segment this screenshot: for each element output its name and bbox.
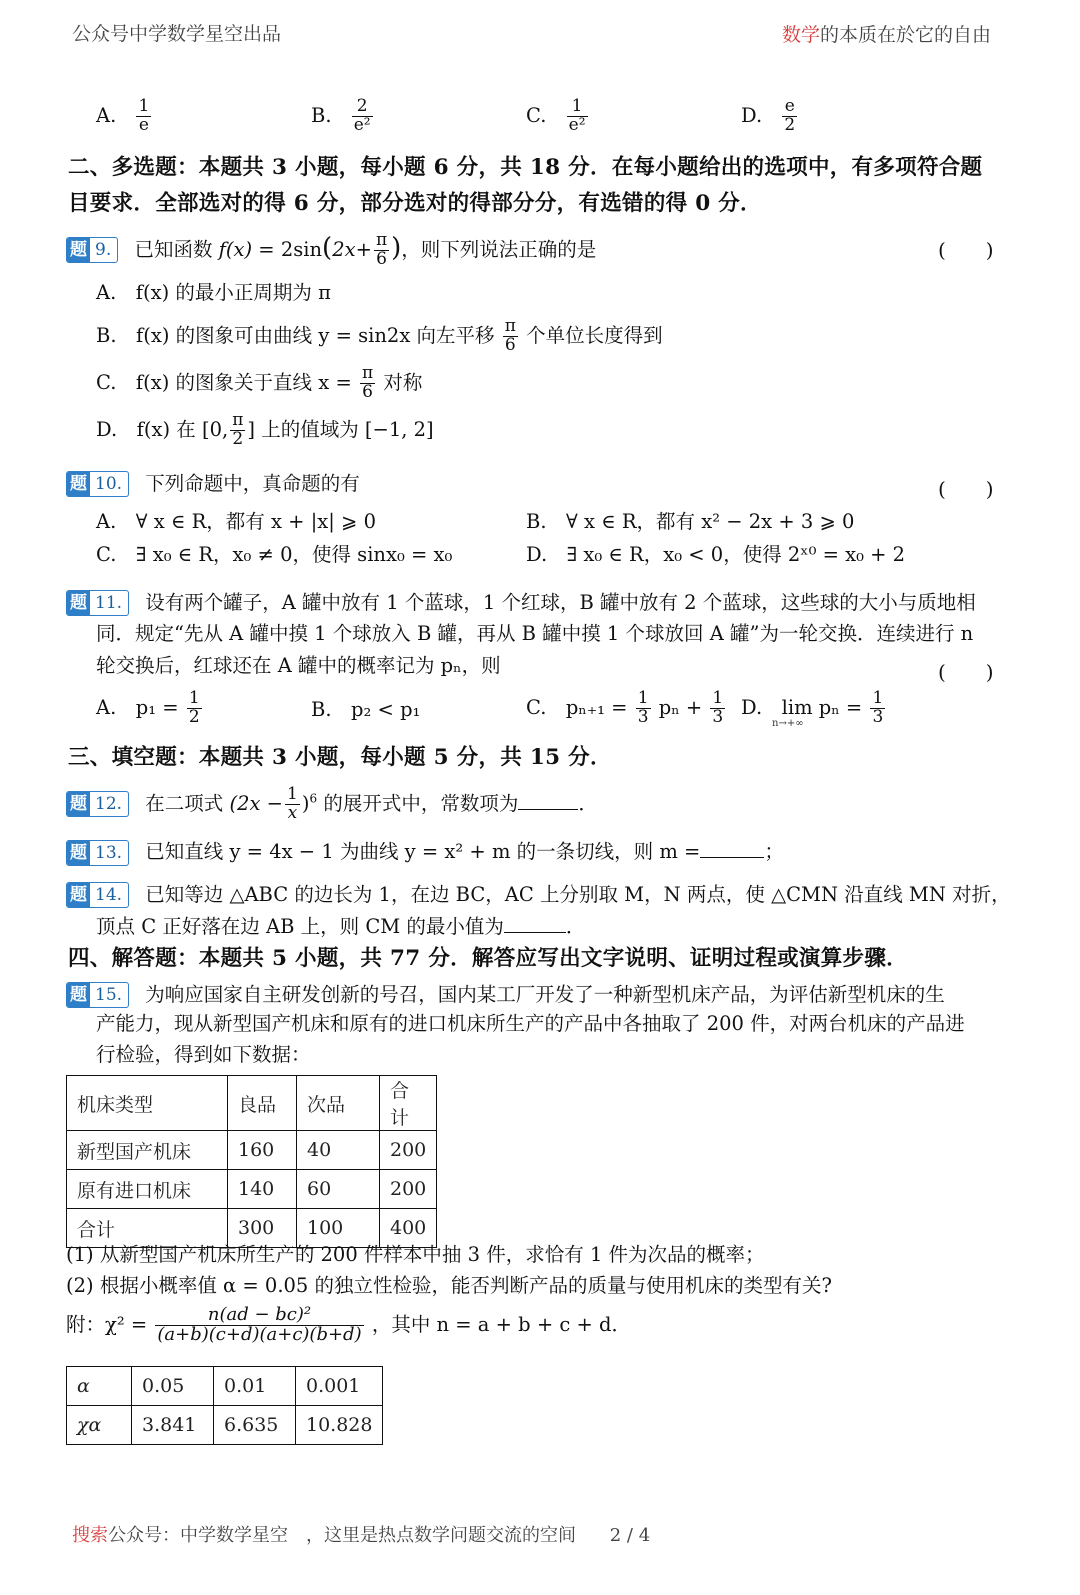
fraction-num: 1 — [188, 688, 200, 708]
q9-stem-pre: 已知函数 — [134, 237, 213, 261]
fraction-den: 6 — [376, 248, 387, 269]
q11-answer-paren: ( ) — [938, 660, 994, 684]
question-tag — [66, 840, 129, 866]
data-table — [66, 1075, 437, 1248]
q14-line1 — [66, 882, 1011, 908]
fraction — [567, 98, 588, 135]
tag-prefix: 题 — [67, 591, 90, 615]
table-header-cell: 良品 — [228, 1076, 297, 1131]
fraction — [710, 690, 725, 727]
critical-value-table — [66, 1366, 383, 1445]
table-cell: 300 — [228, 1209, 297, 1248]
table-header-cell: 机床类型 — [67, 1076, 228, 1131]
table-cell: 160 — [228, 1131, 297, 1170]
option-label: B. — [311, 103, 332, 127]
tag-prefix: 题 — [67, 983, 90, 1007]
header-left: 公众号中学数学星空出品 — [72, 23, 282, 45]
q14-end: ． — [565, 915, 586, 938]
fraction-den: e — [138, 114, 149, 135]
table-cell: 60 — [297, 1170, 380, 1209]
q12-power: 6 — [309, 791, 318, 806]
table-cell: 合计 — [67, 1209, 228, 1248]
q10-answer-paren: ( ) — [938, 477, 994, 501]
fraction — [136, 98, 151, 135]
header-right — [782, 20, 991, 47]
fraction — [503, 318, 518, 355]
answer-blank[interactable] — [700, 839, 764, 858]
q11-option-c-pre: C. pₙ₊₁ = — [526, 695, 628, 719]
fraction-num: n(ad − bc)² — [155, 1306, 363, 1326]
table-cell: 新型国产机床 — [67, 1131, 228, 1170]
q11-option-c — [526, 690, 727, 727]
fraction — [187, 690, 202, 727]
tag-prefix: 题 — [67, 238, 90, 262]
q11-option-a-pre: A. p₁ = — [96, 695, 179, 719]
q9-fx: f(x) — [218, 237, 253, 261]
question-tag — [66, 791, 129, 817]
q11-option-d — [741, 690, 887, 727]
q9-option-b-post: 个单位长度得到 — [526, 323, 663, 347]
table-row — [67, 1209, 437, 1248]
table-cell: 原有进口机床 — [67, 1170, 228, 1209]
tag-number: 11. — [95, 593, 123, 613]
fraction-num: 1 — [287, 784, 298, 804]
table-cell: 0.01 — [214, 1367, 296, 1406]
q15-part1: (1) 从新型国产机床所生产的 200 件样本中抽 3 件，求恰有 1 件为次品的概率； — [66, 1243, 765, 1266]
q15-line2: 产能力，现从新型国产机床和原有的进口机床所生产的产品中各抽取了 200 件，对两台机床的产品进 — [96, 1012, 965, 1035]
q9-interval-close: ] — [247, 417, 255, 441]
q9-option-b — [96, 318, 663, 355]
section2-line1: 二、多选题：本题共 3 小题，每小题 6 分，共 18 分．在每小题给出的选项中，有多项符合题 — [68, 155, 983, 180]
q11-option-a — [96, 690, 204, 727]
table-header-cell: 次品 — [297, 1076, 380, 1131]
fraction-den: 2 — [188, 706, 200, 727]
question-tag — [66, 982, 129, 1008]
table-cell: α — [67, 1367, 132, 1406]
q12-end: ． — [578, 791, 598, 815]
q11-option-c-mid: pₙ + — [658, 695, 703, 719]
tag-prefix: 题 — [67, 472, 90, 496]
q14-line1-text: 已知等边 △ABC 的边长为 1，在边 BC，AC 上分别取 M，N 两点，使 △CMN 沿直线 MN 对折， — [145, 882, 1011, 906]
table-row — [67, 1170, 437, 1209]
fraction-num: 1 — [872, 688, 884, 708]
fraction-den: e² — [568, 114, 586, 135]
section3-title: 三、填空题：本题共 3 小题，每小题 5 分，共 15 分． — [68, 745, 612, 770]
table-cell: 6.635 — [214, 1406, 296, 1445]
table-row — [67, 1406, 383, 1445]
q11-option-b: B. p₂ < p₁ — [311, 698, 421, 721]
fraction-den: 6 — [504, 334, 516, 355]
fraction-den: e² — [353, 114, 371, 135]
fraction-den: x — [287, 802, 298, 823]
table-cell: 200 — [380, 1170, 437, 1209]
tag-prefix: 题 — [67, 883, 90, 907]
q9-interval-open: [0, — [201, 417, 229, 441]
table-cell: 10.828 — [296, 1406, 383, 1445]
q14-line2 — [96, 914, 585, 937]
answer-blank[interactable] — [518, 791, 578, 810]
table-cell: 200 — [380, 1131, 437, 1170]
tag-prefix: 题 — [67, 792, 90, 816]
q9-option-d-post: 上的值域为 [−1, 2] — [261, 417, 434, 441]
q9-answer-paren: ( ) — [938, 238, 994, 262]
q10-option-d: D. ∃ x₀ ∈ R，x₀ < 0，使得 2ˣ⁰ = x₀ + 2 — [526, 543, 906, 566]
fraction-num: π — [232, 410, 244, 430]
question-tag — [66, 882, 129, 908]
q9-option-b-pre: B. f(x) 的图象可由曲线 y = sin2x 向左平移 — [96, 323, 495, 347]
fraction-den: 2 — [232, 428, 244, 449]
q11-line1 — [66, 590, 976, 616]
footer — [72, 1521, 650, 1547]
q13-end: ； — [764, 840, 784, 863]
table-cell: 0.001 — [296, 1367, 383, 1406]
fraction — [352, 98, 373, 135]
table-cell: 100 — [297, 1209, 380, 1248]
formula-pre: 附：χ² = — [66, 1312, 148, 1336]
formula-post: ，其中 n = a + b + c + d． — [371, 1312, 632, 1336]
fraction — [374, 232, 389, 269]
fraction-num: π — [504, 316, 516, 336]
q12-expr-pre: (2x − — [229, 791, 284, 815]
tag-number: 15. — [95, 985, 123, 1005]
q11-line2: 同．规定“先从 A 罐中摸 1 个球放入 B 罐，再从 B 罐中摸 1 个球放回 A 罐”为一轮交换．连续进行 n — [96, 622, 974, 645]
footer-accent: 搜索 — [72, 1525, 108, 1546]
fraction — [782, 98, 797, 135]
q15-part2: (2) 根据小概率值 α = 0.05 的独立性检验，能否判断产品的质量与使用机床的类型有关? — [66, 1274, 832, 1297]
fraction-den: 2 — [784, 114, 796, 135]
table-cell: 0.05 — [132, 1367, 214, 1406]
fraction — [360, 365, 375, 402]
fraction-num: π — [362, 363, 374, 383]
header-right-rest: 的本质在於它的自由 — [820, 24, 992, 46]
fraction-den: (a+b)(c+d)(a+c)(b+d) — [157, 1323, 362, 1345]
q9-option-c-pre: C. f(x) 的图象关于直线 x = — [96, 370, 352, 394]
tag-number: 9. — [95, 240, 112, 261]
question-tag — [66, 237, 118, 263]
q9-option-c-post: 对称 — [383, 370, 423, 394]
table-cell: 400 — [380, 1209, 437, 1248]
q9-inner: 2x+ — [332, 237, 372, 261]
table-row — [67, 1131, 437, 1170]
fraction — [155, 1306, 363, 1345]
page-number: 2 / 4 — [609, 1525, 651, 1546]
fraction — [230, 412, 245, 449]
q10-stem-text: 下列命题中，真命题的有 — [145, 471, 360, 495]
table-cell: 40 — [297, 1131, 380, 1170]
fraction-num: π — [375, 230, 388, 250]
table-header-row — [67, 1076, 437, 1131]
tag-number: 14. — [95, 885, 123, 905]
fraction-num: 2 — [352, 98, 373, 117]
fraction-num: 1 — [567, 98, 588, 117]
header-right-accent: 数学 — [782, 24, 821, 46]
q12-expr-post: ) — [301, 791, 310, 815]
q9-option-d-pre: D. f(x) 在 — [96, 417, 196, 441]
fraction-den: 6 — [362, 381, 373, 402]
q15-line1-text: 为响应国家自主研发创新的号召，国内某工厂开发了一种新型机床产品，为评估新型机床的生 — [145, 982, 945, 1006]
table-row — [67, 1367, 383, 1406]
question-tag — [66, 471, 129, 497]
q14-line2-text: 顶点 C 正好落在边 AB 上，则 CM 的最小值为 — [96, 915, 504, 938]
q10-option-a: A. ∀ x ∈ R，都有 x + |x| ⩾ 0 — [96, 510, 376, 533]
q10-stem — [66, 471, 360, 497]
q9-option-a: A. f(x) 的最小正周期为 π — [96, 281, 331, 304]
q9-stem-post: ，则下列说法正确的是 — [401, 237, 597, 261]
q15-line3: 行检验，得到如下数据： — [96, 1043, 311, 1066]
fraction-num: e — [782, 98, 797, 117]
fraction-num: 1 — [712, 688, 724, 708]
q9-option-d — [96, 412, 434, 449]
tag-number: 12. — [95, 794, 123, 815]
tag-prefix: 题 — [67, 841, 90, 865]
table-cell: 140 — [228, 1170, 297, 1209]
q11-line1-text: 设有两个罐子，A 罐中放有 1 个蓝球，1 个红球，B 罐中放有 2 个蓝球，这些球的大小与质地相 — [145, 590, 976, 614]
table-header-cell: 合计 — [380, 1076, 437, 1131]
q15-formula — [66, 1306, 631, 1345]
prev-option-c — [526, 98, 590, 135]
fraction — [285, 786, 300, 823]
q9-option-c — [96, 365, 422, 402]
fraction-num: 1 — [637, 688, 649, 708]
fraction — [636, 690, 651, 727]
prev-option-b — [311, 98, 375, 135]
q9-stem: 题 9. 已知函数 f(x) = 2sin(2x+ $\frac{\pi}{6}$ )，则下列说法正确的是 — [66, 232, 596, 269]
section4-title: 四、解答题：本题共 5 小题，共 77 分．解答应写出文字说明、证明过程或演算步骤． — [68, 946, 908, 971]
tag-number: 13. — [95, 842, 123, 863]
fraction-den: 3 — [712, 706, 724, 727]
q11-option-d-pre: D. lim pₙ = — [741, 695, 863, 719]
table-cell: χα — [67, 1406, 132, 1445]
footer-text: 公众号：中学数学星空 ，这里是热点数学问题交流的空间 — [108, 1525, 576, 1546]
q12-pre: 在二项式 — [145, 791, 224, 815]
q12-post: 的展开式中，常数项为 — [323, 791, 519, 815]
q9-eq: = 2sin — [258, 237, 323, 261]
q11-line3: 轮交换后，红球还在 A 罐中的概率记为 pₙ，则 — [96, 654, 501, 677]
option-label: C. — [526, 103, 547, 127]
q10-option-b: B. ∀ x ∈ R，都有 x² − 2x + 3 ⩾ 0 — [526, 510, 855, 533]
q15-line1 — [66, 982, 945, 1008]
q11-limit-subscript: n→+∞ — [772, 718, 804, 729]
fraction — [870, 690, 885, 727]
prev-option-a — [96, 98, 153, 135]
q12-stem — [66, 786, 598, 823]
table-cell: 3.841 — [132, 1406, 214, 1445]
question-tag — [66, 590, 129, 616]
prev-option-d — [741, 98, 799, 135]
fraction-den: 3 — [637, 706, 649, 727]
q10-option-c: C. ∃ x₀ ∈ R，x₀ ≠ 0，使得 sinx₀ = x₀ — [96, 543, 453, 566]
q13-text: 已知直线 y = 4x − 1 为曲线 y = x² + m 的一条切线，则 m = — [145, 840, 701, 863]
tag-number: 10. — [95, 474, 123, 494]
q13-stem — [66, 839, 784, 866]
section2-line2: 目要求．全部选对的得 6 分，部分选对的得部分分，有选错的得 0 分． — [68, 191, 762, 216]
answer-blank[interactable] — [504, 914, 566, 933]
option-label: A. — [96, 103, 117, 127]
fraction-num: 1 — [138, 96, 150, 116]
option-label: D. — [741, 103, 763, 127]
fraction-den: 3 — [872, 706, 884, 727]
